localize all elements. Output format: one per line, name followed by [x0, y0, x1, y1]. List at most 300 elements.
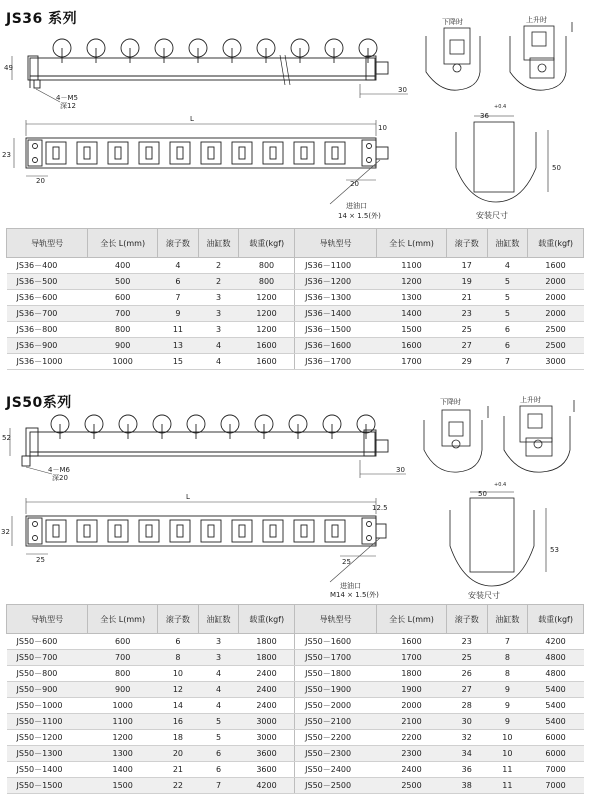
table-cell: JS50－1900 [295, 682, 377, 698]
table-cell: 11 [487, 762, 528, 778]
table-cell: JS50－1700 [295, 650, 377, 666]
table-cell: JS36－900 [7, 338, 88, 354]
roller-pocket-inner [301, 525, 307, 537]
pocket-row [46, 520, 345, 542]
dim-tap: 4－M6 [48, 466, 70, 474]
table-cell: JS36－1600 [295, 338, 377, 354]
roller-pocket-inner [177, 147, 183, 159]
table-cell: 7 [487, 354, 528, 370]
detail-down [426, 28, 480, 90]
rail-drawing [0, 388, 589, 604]
table-cell: 4 [158, 258, 199, 274]
table-cell: 2500 [528, 322, 584, 338]
side-view [22, 415, 388, 466]
spec-table [6, 604, 584, 794]
table-cell: 20 [158, 746, 199, 762]
column-header: 载重(kgf) [528, 229, 584, 258]
table-cell: 7 [158, 290, 199, 306]
table-cell: 2000 [377, 698, 447, 714]
table-cell: 1200 [377, 274, 447, 290]
table-cell: 32 [446, 730, 487, 746]
table-cell: 6 [198, 746, 239, 762]
table-cell: 6 [198, 762, 239, 778]
roller-pocket-inner [53, 525, 59, 537]
table-cell: 2 [198, 258, 239, 274]
table-cell: JS50－1500 [7, 778, 88, 794]
table-cell: 2400 [239, 698, 295, 714]
spec-table [6, 228, 584, 370]
dim-width: 32 [1, 528, 10, 536]
table-row [7, 258, 584, 274]
dim-tap: 4－M5 [56, 94, 78, 102]
table-cell: JS50－1100 [7, 714, 88, 730]
table-cell: 4200 [239, 778, 295, 794]
table-cell: 3000 [239, 714, 295, 730]
table-cell: 600 [88, 634, 158, 650]
roller-pocket [201, 142, 221, 164]
table-cell: 11 [158, 322, 199, 338]
table-cell: 1400 [88, 762, 158, 778]
table-cell: 4800 [528, 650, 584, 666]
table-cell: 3 [198, 650, 239, 666]
roller-pocket-inner [332, 147, 338, 159]
view-up-label: 上升时 [526, 16, 547, 24]
table-cell: 27 [446, 682, 487, 698]
table-cell: 27 [446, 338, 487, 354]
table-cell: 5 [487, 274, 528, 290]
table-row [7, 666, 584, 682]
table-cell: 1600 [239, 354, 295, 370]
table-cell: 9 [487, 714, 528, 730]
slot-height: 50 [552, 164, 561, 172]
section-js36 [0, 0, 589, 384]
roller-pocket-inner [239, 147, 245, 159]
table-cell: 15 [158, 354, 199, 370]
roller-pocket [46, 142, 66, 164]
dim-depth: 深12 [60, 102, 76, 110]
dim-bottom-right: 25 [342, 558, 351, 566]
roller-pocket [108, 142, 128, 164]
table-cell: 26 [446, 666, 487, 682]
roller-pocket-inner [146, 525, 152, 537]
dim-depth: 深20 [52, 474, 68, 482]
table-cell: 1800 [239, 650, 295, 666]
table-cell: 5 [487, 306, 528, 322]
roller-pocket-inner [115, 525, 121, 537]
table-cell: 1800 [239, 634, 295, 650]
table-cell: 3000 [528, 354, 584, 370]
table-cell: 5 [198, 714, 239, 730]
table-cell: 29 [446, 354, 487, 370]
table-cell: JS50－2500 [295, 778, 377, 794]
table-cell: JS36－1200 [295, 274, 377, 290]
table-cell: 1500 [377, 322, 447, 338]
dim-width: 23 [2, 151, 11, 159]
table-cell: 18 [158, 730, 199, 746]
column-header: 导轨型号 [295, 605, 377, 634]
table-row [7, 746, 584, 762]
roller-row [51, 415, 375, 439]
column-header: 全长 L(mm) [377, 605, 447, 634]
roller-pocket [263, 520, 283, 542]
roller-pocket-inner [270, 147, 276, 159]
column-header: 导轨型号 [295, 229, 377, 258]
top-view [26, 516, 386, 546]
table-cell: 3600 [239, 762, 295, 778]
table-header-row [7, 605, 584, 634]
table-cell: 2200 [377, 730, 447, 746]
table-cell: 4 [198, 354, 239, 370]
table-cell: 6 [487, 322, 528, 338]
roller-pocket-inner [270, 525, 276, 537]
table-cell: 21 [446, 290, 487, 306]
table-cell: 6000 [528, 730, 584, 746]
table-cell: 1000 [88, 354, 158, 370]
dim-end: 30 [396, 466, 405, 474]
slot-tol: +0.4 [494, 482, 507, 488]
table-cell: 34 [446, 746, 487, 762]
table-cell: JS50－1600 [295, 634, 377, 650]
table-cell: 8 [487, 666, 528, 682]
dim-left: 20 [36, 177, 45, 185]
table-cell: 1700 [377, 354, 447, 370]
roller-pocket-inner [84, 147, 90, 159]
column-header: 导轨型号 [7, 605, 88, 634]
table-cell: 9 [487, 698, 528, 714]
roller-pocket-inner [208, 147, 214, 159]
table-cell: 5400 [528, 698, 584, 714]
roller-pocket [139, 142, 159, 164]
table-cell: 2400 [239, 666, 295, 682]
table-cell: 3000 [239, 730, 295, 746]
dim-bottom-right: 20 [350, 180, 359, 188]
table-cell: 7 [198, 778, 239, 794]
table-row [7, 730, 584, 746]
roller-pocket [263, 142, 283, 164]
roller-pocket [325, 520, 345, 542]
table-cell: 5 [198, 730, 239, 746]
table-cell: 3 [198, 290, 239, 306]
table-cell: 1500 [88, 778, 158, 794]
column-header: 滚子数 [446, 229, 487, 258]
roller-pocket-inner [301, 147, 307, 159]
table-cell: 23 [446, 306, 487, 322]
table-cell: 4800 [528, 666, 584, 682]
table-cell: JS36－1400 [295, 306, 377, 322]
table-cell: JS50－2300 [295, 746, 377, 762]
table-cell: 800 [88, 322, 158, 338]
table-cell: JS50－600 [7, 634, 88, 650]
table-cell: 2000 [528, 274, 584, 290]
dim-end: 30 [398, 86, 407, 94]
roller-pocket [201, 520, 221, 542]
table-cell: 12 [158, 682, 199, 698]
roller-pocket [170, 142, 190, 164]
column-header: 全长 L(mm) [377, 229, 447, 258]
slot-tol: +0.4 [494, 104, 507, 110]
column-header: 全长 L(mm) [88, 605, 158, 634]
roller-pocket-inner [84, 525, 90, 537]
table-cell: 9 [487, 682, 528, 698]
table-cell: 19 [446, 274, 487, 290]
table-cell: 1600 [377, 634, 447, 650]
table-cell: 1600 [377, 338, 447, 354]
table-row [7, 778, 584, 794]
table-cell: 14 [158, 698, 199, 714]
column-header: 滚子数 [158, 605, 199, 634]
table-cell: 4 [198, 698, 239, 714]
table-row [7, 306, 584, 322]
rail-drawing [0, 0, 589, 228]
table-row [7, 714, 584, 730]
roller-pocket [139, 520, 159, 542]
table-cell: 2500 [528, 338, 584, 354]
table-cell: 8 [487, 650, 528, 666]
table-cell: JS36－1500 [295, 322, 377, 338]
table-cell: JS50－700 [7, 650, 88, 666]
table-cell: 2300 [377, 746, 447, 762]
table-row [7, 290, 584, 306]
roller-pocket-inner [208, 525, 214, 537]
column-header: 油缸数 [487, 605, 528, 634]
column-header: 载重(kgf) [239, 605, 295, 634]
dim-height: 49 [4, 64, 13, 72]
roller-pocket [77, 142, 97, 164]
pocket-row [46, 142, 345, 164]
table-cell: 600 [88, 290, 158, 306]
table-cell: JS36－1100 [295, 258, 377, 274]
table-cell: 17 [446, 258, 487, 274]
table-cell: 3600 [239, 746, 295, 762]
table-cell: 3 [198, 322, 239, 338]
section-title: JS36 系列 [6, 11, 78, 27]
oil-port-thread: 14 × 1.5(外) [338, 212, 381, 220]
table-cell: JS36－1000 [7, 354, 88, 370]
roller-pocket [170, 520, 190, 542]
table-cell: JS50－1400 [7, 762, 88, 778]
table-cell: 1200 [88, 730, 158, 746]
table-cell: 1800 [377, 666, 447, 682]
table-cell: 10 [158, 666, 199, 682]
table-cell: 1600 [528, 258, 584, 274]
oil-port-label: 进油口 [346, 202, 367, 210]
table-cell: 1300 [88, 746, 158, 762]
column-header: 油缸数 [198, 605, 239, 634]
table-cell: 1900 [377, 682, 447, 698]
table-cell: 6 [487, 338, 528, 354]
table-cell: 2500 [377, 778, 447, 794]
table-cell: JS36－600 [7, 290, 88, 306]
table-cell: 400 [88, 258, 158, 274]
roller-pocket [77, 520, 97, 542]
table-cell: JS50－2000 [295, 698, 377, 714]
install-slot [450, 492, 546, 586]
column-header: 油缸数 [487, 229, 528, 258]
roller-pocket-inner [332, 525, 338, 537]
dim-right: 10 [378, 124, 387, 132]
table-cell: JS50－2200 [295, 730, 377, 746]
table-header-row [7, 229, 584, 258]
table-cell: 38 [446, 778, 487, 794]
column-header: 载重(kgf) [239, 229, 295, 258]
table-cell: JS36－1700 [295, 354, 377, 370]
section-js50 [0, 388, 589, 811]
table-cell: 1700 [377, 650, 447, 666]
install-label: 安装尺寸 [476, 211, 508, 220]
table-cell: 1200 [239, 306, 295, 322]
table-cell: 5 [487, 290, 528, 306]
view-down-label: 下降时 [440, 398, 461, 406]
roller-pocket [325, 142, 345, 164]
table-cell: 4 [198, 338, 239, 354]
section-title: JS50系列 [6, 395, 72, 411]
roller-pocket [232, 142, 252, 164]
table-row [7, 634, 584, 650]
table-cell: 21 [158, 762, 199, 778]
table-cell: 900 [88, 338, 158, 354]
table-cell: 6 [158, 634, 199, 650]
table-cell: 4 [198, 666, 239, 682]
top-view [26, 138, 388, 168]
table-cell: 1200 [239, 290, 295, 306]
table-cell: 6000 [528, 746, 584, 762]
table-cell: JS50－900 [7, 682, 88, 698]
detail-down [424, 406, 488, 472]
table-row [7, 274, 584, 290]
table-cell: 4 [198, 682, 239, 698]
table-cell: JS36－700 [7, 306, 88, 322]
table-row [7, 650, 584, 666]
table-cell: 1600 [239, 338, 295, 354]
roller-pocket-inner [177, 525, 183, 537]
install-label: 安装尺寸 [468, 591, 500, 600]
table-cell: JS36－1300 [295, 290, 377, 306]
dim-length: L [190, 115, 194, 123]
roller-pocket [294, 142, 314, 164]
slot-width: 50 [478, 490, 487, 498]
table-cell: 10 [487, 730, 528, 746]
table-cell: 7000 [528, 778, 584, 794]
column-header: 导轨型号 [7, 229, 88, 258]
install-slot [456, 116, 548, 202]
table-cell: 5400 [528, 714, 584, 730]
table-row [7, 354, 584, 370]
column-header: 油缸数 [198, 229, 239, 258]
detail-up [504, 400, 574, 472]
table-cell: 800 [239, 274, 295, 290]
table-cell: JS50－800 [7, 666, 88, 682]
roller-pocket-inner [239, 525, 245, 537]
table-cell: 30 [446, 714, 487, 730]
table-cell: 900 [88, 682, 158, 698]
table-cell: 22 [158, 778, 199, 794]
table-cell: 5400 [528, 682, 584, 698]
table-cell: JS50－2400 [295, 762, 377, 778]
table-cell: 28 [446, 698, 487, 714]
table-row [7, 698, 584, 714]
slot-width: 36 [480, 112, 489, 120]
dim-length: L [186, 493, 190, 501]
oil-port-label: 进油口 [340, 582, 361, 590]
side-view [28, 39, 388, 88]
table-cell: 3 [198, 634, 239, 650]
table-cell: 1200 [239, 322, 295, 338]
table-cell: 6 [158, 274, 199, 290]
table-cell: 2000 [528, 306, 584, 322]
table-cell: 500 [88, 274, 158, 290]
table-cell: 25 [446, 322, 487, 338]
table-cell: 700 [88, 650, 158, 666]
roller-pocket [108, 520, 128, 542]
column-header: 滚子数 [158, 229, 199, 258]
table-cell: JS36－800 [7, 322, 88, 338]
table-cell: 3 [198, 306, 239, 322]
table-row [7, 322, 584, 338]
table-cell: JS50－1000 [7, 698, 88, 714]
table-cell: 9 [158, 306, 199, 322]
table-row [7, 682, 584, 698]
table-cell: 4 [487, 258, 528, 274]
table-cell: 23 [446, 634, 487, 650]
table-cell: 36 [446, 762, 487, 778]
table-cell: JS50－2100 [295, 714, 377, 730]
column-header: 载重(kgf) [528, 605, 584, 634]
column-header: 滚子数 [446, 605, 487, 634]
dim-left: 25 [36, 556, 45, 564]
slot-height: 53 [550, 546, 559, 554]
roller-pocket-inner [53, 147, 59, 159]
table-cell: JS50－1300 [7, 746, 88, 762]
table-cell: 2000 [528, 290, 584, 306]
table-cell: 2400 [377, 762, 447, 778]
column-header: 全长 L(mm) [88, 229, 158, 258]
dim-height: 52 [2, 434, 11, 442]
table-row [7, 338, 584, 354]
table-cell: 1100 [88, 714, 158, 730]
table-cell: 10 [487, 746, 528, 762]
table-cell: 1300 [377, 290, 447, 306]
table-cell: 2 [198, 274, 239, 290]
table-cell: 7000 [528, 762, 584, 778]
roller-pocket [46, 520, 66, 542]
table-cell: 13 [158, 338, 199, 354]
table-cell: 16 [158, 714, 199, 730]
table-cell: 1400 [377, 306, 447, 322]
table-cell: 2400 [239, 682, 295, 698]
table-cell: 7 [487, 634, 528, 650]
roller-row [53, 39, 377, 63]
view-up-label: 上升时 [520, 396, 541, 404]
roller-pocket-inner [146, 147, 152, 159]
view-down-label: 下降时 [442, 18, 463, 26]
table-cell: 8 [158, 650, 199, 666]
roller-pocket [232, 520, 252, 542]
detail-up [510, 22, 572, 90]
table-cell: 1000 [88, 698, 158, 714]
table-cell: 11 [487, 778, 528, 794]
table-row [7, 762, 584, 778]
dim-right: 12.5 [372, 504, 388, 512]
oil-port-thread: M14 × 1.5(外) [330, 591, 379, 599]
roller-pocket-inner [115, 147, 121, 159]
roller-pocket [294, 520, 314, 542]
table-cell: 4200 [528, 634, 584, 650]
table-cell: 700 [88, 306, 158, 322]
table-cell: 2100 [377, 714, 447, 730]
table-cell: JS50－1200 [7, 730, 88, 746]
table-cell: 1100 [377, 258, 447, 274]
table-cell: 800 [88, 666, 158, 682]
